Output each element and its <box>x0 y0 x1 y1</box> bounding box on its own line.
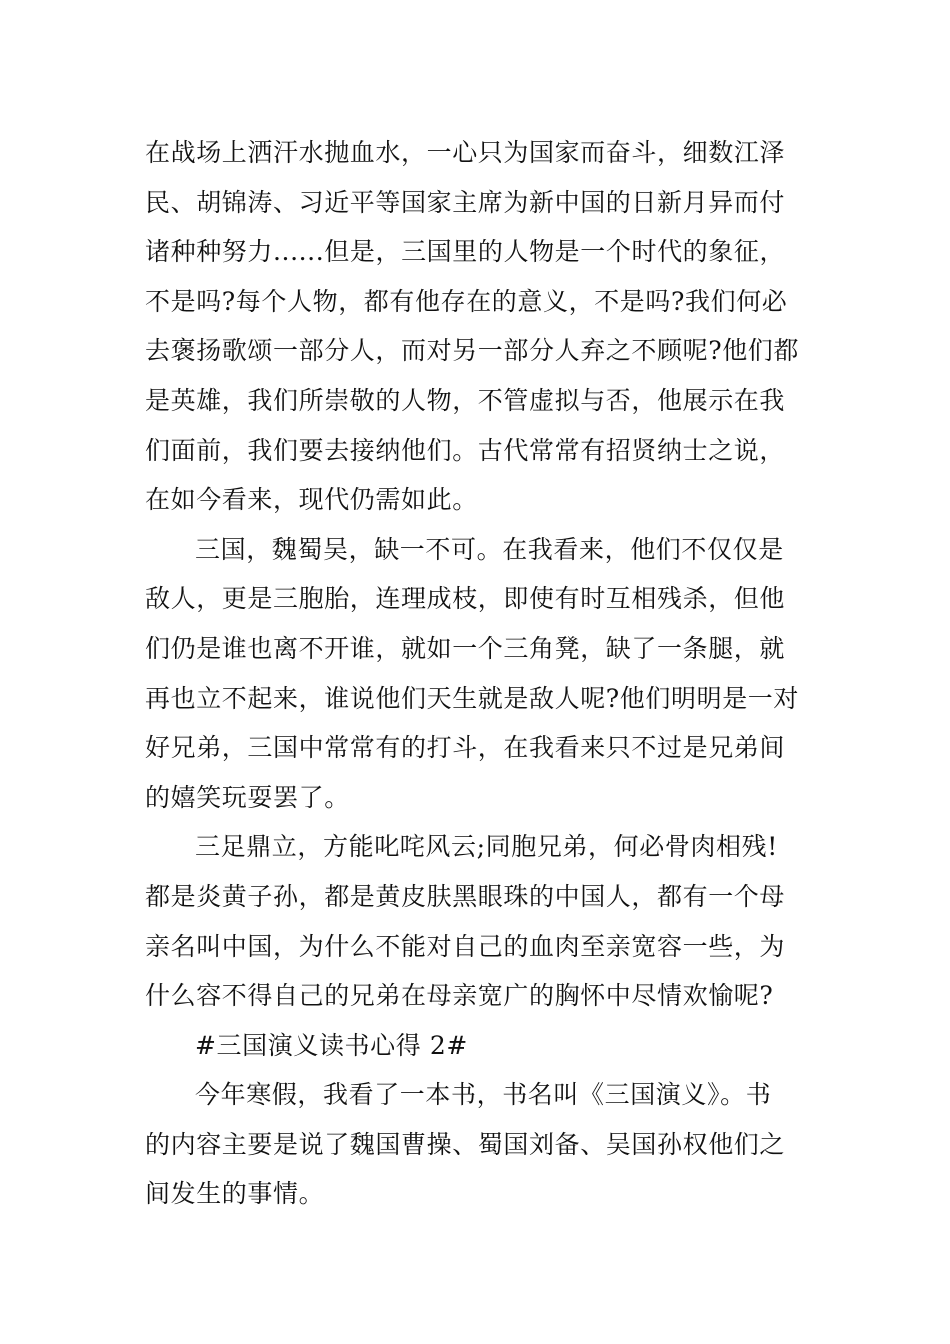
paragraph <box>145 128 835 525</box>
text-line: 民、胡锦涛、习近平等国家主席为新中国的日新月异而付 <box>145 187 786 217</box>
text-line: 敌人，更是三胞胎，连理成枝，即使有时互相残杀，但他 <box>145 584 786 614</box>
text-line: 间发生的事情。 <box>145 1179 325 1209</box>
paragraph <box>145 1070 835 1219</box>
text-line: 去褒扬歌颂一部分人，而对另一部分人弃之不顾呢?他们都 <box>145 336 800 366</box>
text-line: 好兄弟，三国中常常有的打斗，在我看来只不过是兄弟间 <box>145 733 786 763</box>
text-line: 们面前，我们要去接纳他们。古代常常有招贤纳士之说， <box>145 435 786 465</box>
text-line: 是英雄，我们所崇敬的人物，不管虚拟与否，他展示在我 <box>145 385 786 415</box>
text-line: 三足鼎立，方能叱咤风云;同胞兄弟，何必骨肉相残! <box>195 832 778 862</box>
text-line: 再也立不起来，谁说他们天生就是敌人呢?他们明明是一对 <box>145 683 800 713</box>
text-line: 不是吗?每个人物，都有他存在的意义，不是吗?我们何必 <box>145 286 788 316</box>
text-line: 的内容主要是说了魏国曹操、蜀国刘备、吴国孙权他们之 <box>145 1129 786 1159</box>
paragraph <box>145 822 835 1020</box>
text-line: 三国，魏蜀吴，缺一不可。在我看来，他们不仅仅是 <box>195 534 784 564</box>
section-heading <box>145 1021 835 1071</box>
heading-text: #三国演义读书心得 2# <box>195 1030 468 1060</box>
text-line: 的嬉笑玩耍罢了。 <box>145 782 350 812</box>
text-line: 诸种种努力......但是，三国里的人物是一个时代的象征， <box>145 237 786 267</box>
paragraph <box>145 525 835 823</box>
text-line: 都是炎黄子孙，都是黄皮肤黑眼珠的中国人，都有一个母 <box>145 881 786 911</box>
text-line: 们仍是谁也离不开谁，就如一个三角凳，缺了一条腿，就 <box>145 633 786 663</box>
text-line: 在战场上洒汗水抛血水，一心只为国家而奋斗，细数江泽 <box>145 138 786 167</box>
text-line: 在如今看来，现代仍需如此。 <box>145 485 478 515</box>
text-line: 今年寒假，我看了一本书，书名叫《三国演义》。书 <box>195 1080 772 1110</box>
text-line: 什么容不得自己的兄弟在母亲宽广的胸怀中尽情欢愉呢? <box>145 981 774 1011</box>
document-body <box>145 128 835 1219</box>
text-line: 亲名叫中国，为什么不能对自己的血肉至亲宽容一些，为 <box>145 931 786 961</box>
